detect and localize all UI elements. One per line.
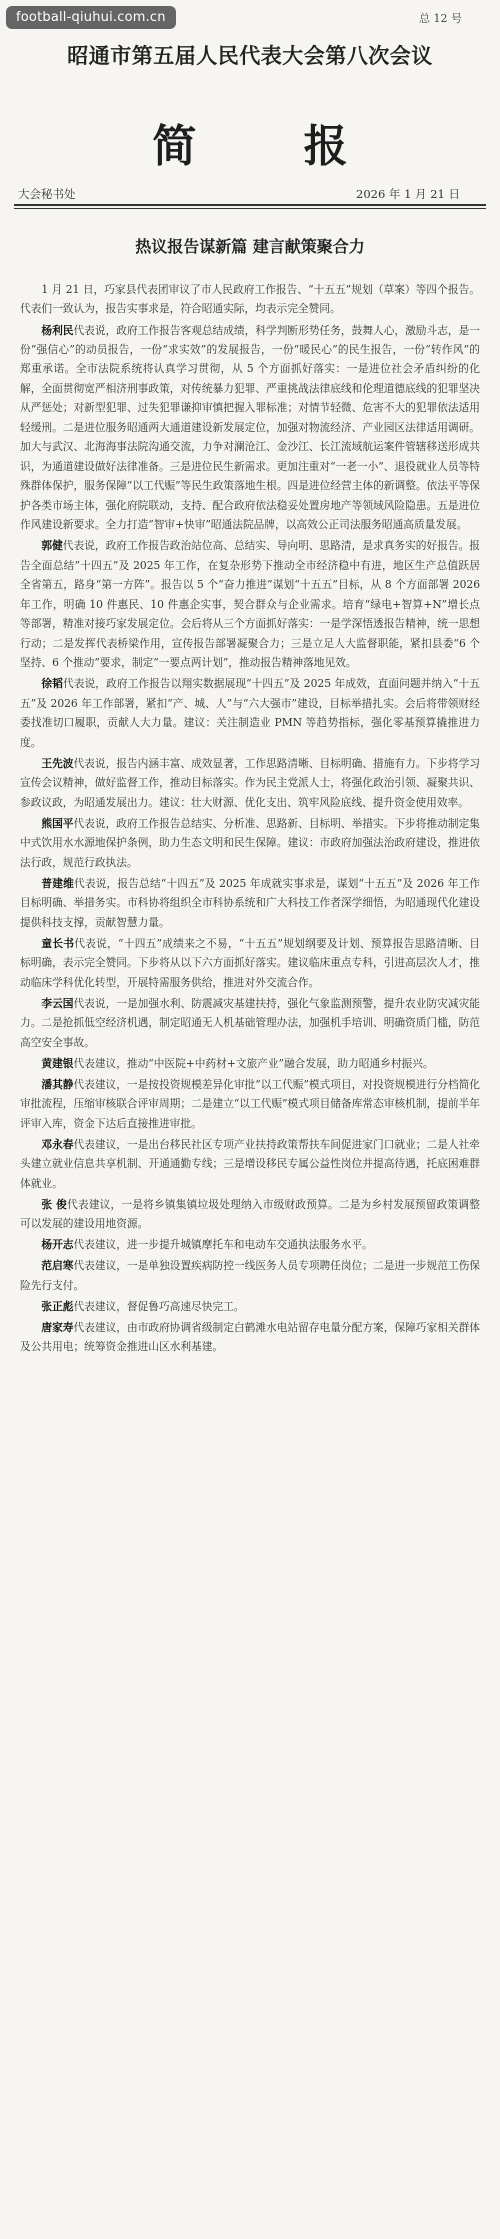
- issue-date: 2026 年 1 月 21 日: [356, 187, 460, 201]
- speaker-name: 黄建银: [41, 1056, 74, 1070]
- paragraph-text: 代表说，政府工作报告总结实、分析准、思路新、目标明、举措实。下步将推动制定集中式饮用水水源地保护条例，助力生态文明和民生保障。建议：市政府加强法治政府建设，推进依法行政，规范行政执法。: [20, 816, 480, 869]
- paragraph-text: 代表建议，一是将乡镇集镇垃圾处理纳入市级财政预算。二是为乡村发展预留政策调整可以发展的建设用地资源。: [20, 1197, 480, 1231]
- paragraph: [20, 1075, 480, 1133]
- paragraph-text: 代表建议，一是按投资规模差异化审批“以工代赈”模式项目，对投资规模进行分档简化审批流程，压缩审核联合评审周期；二是建立“以工代赈”模式项目储备库常态审核机制，提前半年评审入库，资金下达后直接推进审批。: [20, 1077, 480, 1130]
- paragraph: [20, 1297, 480, 1316]
- speaker-name: 王先波: [41, 756, 74, 770]
- paragraph-text: 代表说，报告内涵丰富、成效显著，工作思路清晰、目标明确、措施有力。下步将学习宣传会议精神，做好监督工作，推动目标落实。作为民主党派人士，将强化政治引领、凝聚共识、参政议政，为昭通发展出力。建议：壮大财源、优化支出、筑牢风险底线、提升资金使用效率。: [20, 756, 480, 809]
- paragraph-text: 代表说，报告总结“十四五”及 2025 年成就实事求是，谋划“十五五”及 2026 年工作目标明确、举措务实。市科协将组织全市科协系统和广大科技工作者深学细悟，为昭通现代化建设提供科技支撑，贡献智慧力量。: [20, 876, 480, 929]
- paragraph-text: 代表说，政府工作报告以翔实数据展现“十四五”及 2025 年成效，直面问题并纳入“十五五”及 2026 年工作部署，紧扣“产、城、人”与“六大强市”建设，目标举措扎实。会后将带领财经委找准切口履职，贡献人大力量。建议：关注制造业 PMN 等趋势指标，强化零基预算撬推进力度。: [20, 677, 480, 749]
- paragraph: [20, 674, 480, 752]
- article-headline: 热议报告谋新篇 建言献策聚合力: [135, 237, 365, 256]
- header-divider: [14, 204, 486, 206]
- paragraph: [20, 1318, 480, 1357]
- paragraph: [20, 1054, 480, 1073]
- speaker-name: 潘其静: [41, 1077, 74, 1091]
- watermark-logo: football-qiuhui.com.cn: [6, 6, 176, 29]
- speaker-name: 张 俊: [41, 1197, 68, 1211]
- paragraph: [20, 321, 480, 535]
- paragraph-text: 代表建议，督促鲁巧高速尽快完工。: [73, 1299, 245, 1313]
- speaker-name: 普建维: [41, 876, 74, 890]
- speaker-name: 徐韬: [41, 677, 63, 691]
- paragraph-text: 代表建议，一是单独设置疾病防控一线医务人员专项聘任岗位；二是进一步规范工伤保险先行支付。: [20, 1259, 480, 1292]
- issue-number: 总 12 号: [419, 12, 462, 25]
- speaker-name: 张正彪: [41, 1299, 74, 1313]
- speaker-name: 邓永春: [41, 1137, 74, 1151]
- speaker-name: 李云国: [41, 996, 74, 1010]
- brief-title: 简 报: [152, 121, 394, 172]
- speaker-name: 熊国平: [41, 816, 74, 830]
- paragraph-text: 代表建议，进一步提升城镇摩托车和电动车交通执法服务水平。: [73, 1238, 373, 1252]
- paragraph-text: 1 月 21 日，巧家县代表团审议了市人民政府工作报告、“十五五”规划（草案）等四个报告。代表们一致认为，报告实事求是，符合昭通实际，均表示完全赞同。: [20, 283, 480, 316]
- paragraph: [20, 1256, 480, 1295]
- speaker-name: 杨开志: [41, 1238, 74, 1252]
- paragraph: [20, 1135, 480, 1193]
- paragraph: [20, 1235, 480, 1254]
- paragraph: [20, 934, 480, 992]
- speaker-name: 郭健: [41, 539, 63, 553]
- paragraph-text: 代表说，“十四五”成绩来之不易，“十五五”规划纲要及计划、预算报告思路清晰、目标明确，表示完全赞同。下步将从以下六方面抓好落实。建议临床重点专科，引进高层次人才，推动临床学科优化转型，开展特需服务供给，推进对外交流合作。: [20, 936, 480, 989]
- issuer: 大会秘书处: [18, 187, 76, 201]
- paragraph: [20, 280, 480, 319]
- paragraph-text: 代表建议，推动“中医院+中药材+文旅产业”融合发展，助力昭通乡村振兴。: [73, 1056, 434, 1070]
- paragraph: [20, 1195, 480, 1234]
- paragraph: [20, 536, 480, 672]
- paragraph: [20, 874, 480, 932]
- speaker-name: 杨利民: [41, 323, 74, 337]
- speaker-name: 范启寒: [41, 1259, 74, 1273]
- paragraph: [20, 994, 480, 1052]
- paragraph-text: 代表说，政府工作报告客观总结成绩，科学判断形势任务，鼓舞人心，激励斗志，是一份“强信心”的动员报告，一份“求实效”的发展报告，一份“暖民心”的民生报告，一份“转作风”的郑重承诺。全市法院系统将认真学习贯彻，从 5 个方面抓好落实：一是进位社会矛盾纠纷的化解，全面贯彻宽严相济刑事政策，对传统暴力犯罪、严重挑战法律底线和伦理道德底线的犯罪坚决从严惩处；对新型犯罪、过失犯罪谦抑审慎把握入罪标准；对情节轻微、危害不大的犯罪依法适用轻缓刑。二是进位服务昭通两大通道建设新发展定位，加强对物流经济、产业园区法律适用调研。加大与武汉、北海海事法院沟通交流，力争对澜沧江、金沙江、长江流域航运案件管辖移送形成共识，为通道建设做好法律准备。三是进位民生新需求。更加注重对“一老一小”、退役就业人员等特殊群体保护，服务保障“以工代赈”等民生政策落地生根。四是进位经营主体的新调整。依法平等保护各类市场主体，强化府院联动，支持、配合政府依法稳妥处置房地产等领域风险隐患。五是进位作风建设新要求。全力打造“智审+快审”昭通法院品牌，以高效公正司法服务昭通高质量发展。: [20, 323, 480, 532]
- paragraph: [20, 754, 480, 812]
- header-divider-thin: [14, 208, 486, 209]
- paragraph-text: 代表建议，由市政府协调省级制定白鹤滩水电站留存电量分配方案，保障巧家相关群体及公共用电；统筹资金推进山区水利基建。: [20, 1320, 480, 1354]
- paragraph-text: 代表说，一是加强水利、防震减灾基建扶持，强化气象监测预警，提升农业防灾减灾能力。二是抢抓低空经济机遇，制定昭通无人机基础管理办法，加强机手培训、明确资质门槛，防范高空安全事故。: [20, 996, 480, 1049]
- speaker-name: 唐家寿: [41, 1320, 74, 1334]
- speaker-name: 童长书: [41, 936, 75, 950]
- paragraph: [20, 814, 480, 872]
- paragraph-text: 代表建议，一是出台移民社区专项产业扶持政策帮扶车间促进家门口就业；二是人社牵头建立就业信息共享机制、开通通勤专线；三是增设移民专属公益性岗位并提高待遇，托底困难群体就业。: [20, 1137, 480, 1190]
- paragraph-text: 代表说，政府工作报告政治站位高、总结实、导向明、思路清，是求真务实的好报告。报告全面总结“十四五”及 2025 年工作，在复杂形势下推动全市经济稳中有进，地区生产总值跃居全省第五，路身“第一方阵”。报告以 5 个“奋力推进”谋划“十五五”目标，从 8 个方面部署 2026 年工作，明确 10 件惠民、10 件惠企实事，契合群众与企业需求。培育“绿电+智算+N”增长点等部署，精准对接巧家发展定位。会后将从三个方面抓好落实：一是学深悟透报告精神，统一思想行动；二是发挥代表桥梁作用，宣传报告部署凝聚合力；三是立足人大监督职能，紧扣县委“6 个坚持、6 个推动”要求，制定“一要点两计划”，推动报告精神落地见效。: [20, 539, 480, 670]
- article-body: [20, 280, 480, 2233]
- conference-title: 昭通市第五届人民代表大会第八次会议: [67, 43, 433, 68]
